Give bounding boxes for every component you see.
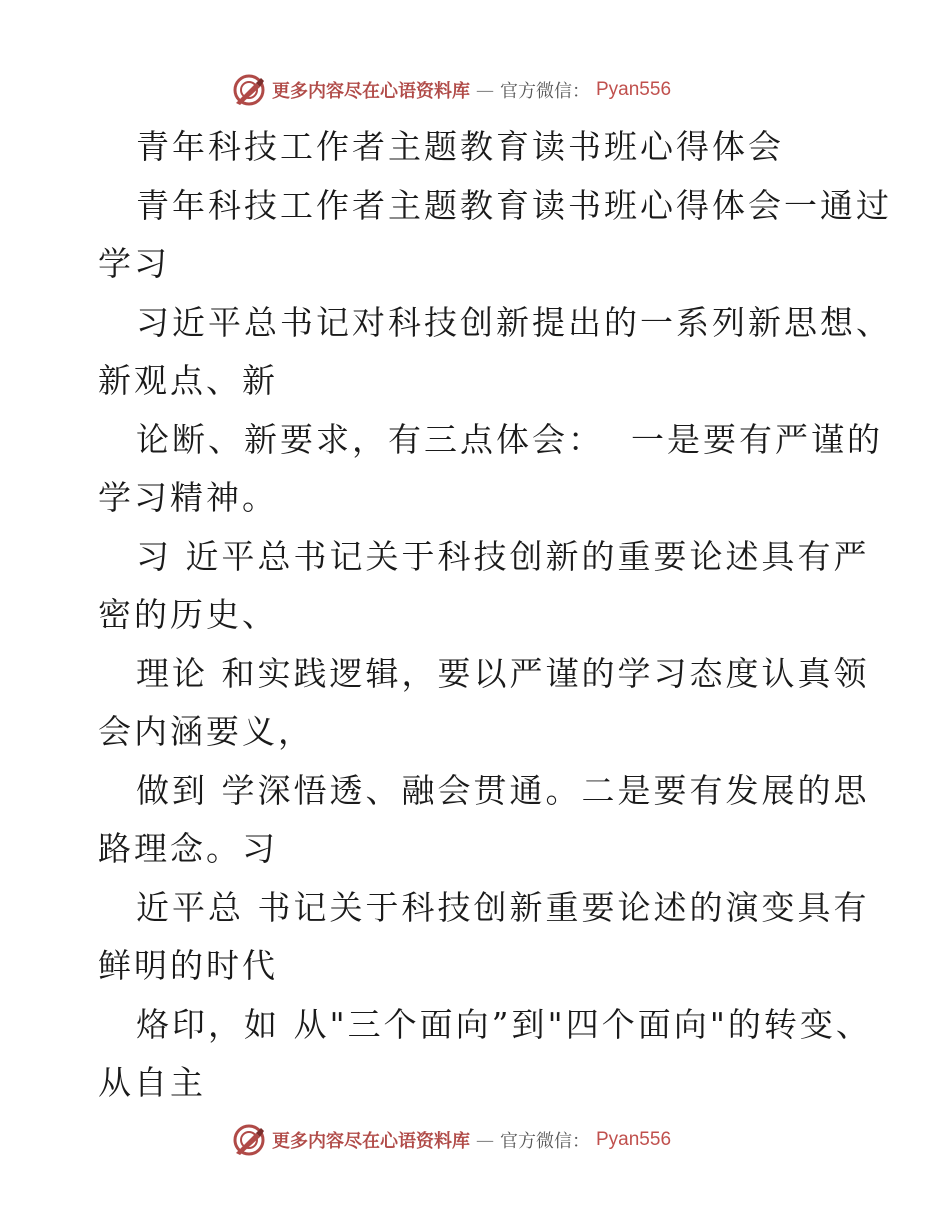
watermark-contact-label: 官方微信： bbox=[500, 81, 590, 102]
document-body bbox=[98, 118, 892, 1113]
watermark-site-text: 更多内容尽在心语资料库 bbox=[272, 81, 470, 102]
text-line: 新观点、新 bbox=[98, 361, 278, 400]
watermark-contact-label: 官方微信： bbox=[500, 1131, 590, 1152]
text-line: 论断、新要求，有三点体会： 一是要有严谨的 bbox=[136, 419, 883, 459]
text-line: 做到 学深悟透、融会贯通。二是要有发展的思 bbox=[136, 770, 870, 810]
watermark-contact-id: Pyan556 bbox=[596, 1129, 672, 1150]
text-line: 烙印，如 从"三个面向”到"四个面向"的转变、 bbox=[136, 1004, 872, 1044]
watermark-dash: — bbox=[476, 79, 494, 101]
text-line: 鲜明的时代 bbox=[98, 946, 278, 985]
text-line: 学习 bbox=[98, 244, 170, 283]
text-line: 青年科技工作者主题教育读书班心得体会 bbox=[136, 127, 784, 166]
watermark-site-text: 更多内容尽在心语资料库 bbox=[272, 1131, 470, 1152]
pen-logo-icon bbox=[232, 73, 266, 107]
text-line: 青年科技工作者主题教育读书班心得体会一通过 bbox=[136, 185, 892, 225]
text-line: 密的历史、 bbox=[98, 595, 278, 634]
watermark-dash: — bbox=[476, 1129, 494, 1151]
text-line: 会内涵要义， bbox=[98, 712, 314, 751]
header-watermark bbox=[232, 72, 671, 108]
text-line: 从自主 bbox=[98, 1063, 206, 1102]
text-line: 习近平总书记对科技创新提出的一系列新思想、 bbox=[136, 302, 892, 342]
text-line: 学习精神。 bbox=[98, 478, 278, 517]
text-line: 路理念。习 bbox=[98, 829, 278, 868]
text-line: 近平总 书记关于科技创新重要论述的演变具有 bbox=[136, 887, 870, 927]
pen-logo-icon bbox=[232, 1123, 266, 1157]
footer-watermark bbox=[232, 1122, 671, 1158]
text-line: 习 近平总书记关于科技创新的重要论述具有严 bbox=[136, 536, 870, 576]
watermark-contact-id: Pyan556 bbox=[596, 79, 672, 100]
text-line: 理论 和实践逻辑，要以严谨的学习态度认真领 bbox=[136, 653, 870, 693]
